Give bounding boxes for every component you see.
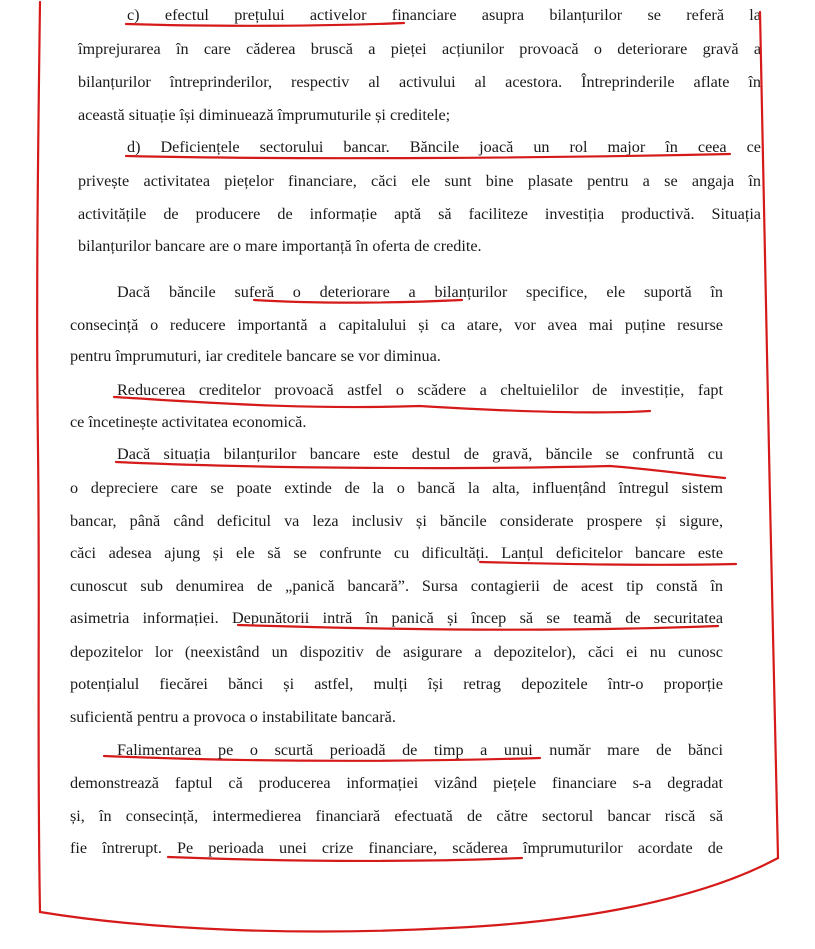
- text-line: fie întrerupt. Pe perioada unei crize financiare, scăderea împrumuturilor acordate de: [70, 839, 723, 857]
- text-line: și, în consecință, intermedierea financiară efectuată de către sectorul bancar riscă să: [70, 807, 723, 825]
- text-line: asimetria informației. Depunătorii intră în panică și încep să se teamă de securitatea: [70, 609, 723, 627]
- text-line: ce încetinește activitatea economică.: [70, 413, 307, 431]
- text-line: căci adesea ajung și ele să se confrunte cu dificultăți. Lanțul deficitelor bancare este: [70, 544, 723, 562]
- text-line: depozitelor lor (neexistând un dispozitiv de asigurare a depozitelor), căci ei nu cunosc: [70, 643, 723, 661]
- text-line: pentru împrumuturi, iar creditele bancare se vor diminua.: [70, 347, 441, 365]
- margin-line-bottom: [40, 858, 778, 931]
- text-line: o depreciere care se poate extinde de la o bancă la alta, influențând întregul sistem: [70, 479, 723, 497]
- text-line: cunoscut sub denumirea de „panică bancară”. Sursa contagierii de acest tip constă în: [70, 577, 723, 595]
- text-line: Falimentarea pe o scurtă perioadă de timp a unui număr mare de bănci: [117, 741, 723, 759]
- text-line: Reducerea creditelor provoacă astfel o scădere a cheltuielilor de investiție, fapt: [117, 381, 723, 399]
- text-line: demonstrează faptul că producerea informației vizând piețele financiare s-a degradat: [70, 774, 723, 792]
- text-line: c) efectul prețului activelor financiare asupra bilanțurilor se referă la: [127, 6, 761, 24]
- text-line: bilanțurilor bancare are o mare importanță în oferta de credite.: [78, 237, 482, 255]
- text-line: Dacă băncile suferă o deteriorare a bilanțurilor specifice, ele suportă în: [117, 283, 723, 301]
- text-line: privește activitatea piețelor financiare, căci ele sunt bine plasate pentru a se angaja în: [78, 172, 761, 190]
- margin-line-left: [37, 2, 40, 912]
- text-line: Dacă situația bilanțurilor bancare este destul de gravă, băncile se confruntă cu: [117, 445, 723, 463]
- margin-line-right: [760, 12, 778, 858]
- text-line: d) Deficiențele sectorului bancar. Băncile joacă un rol major în ceea ce: [127, 138, 761, 156]
- text-line: bancar, până când deficitul va leza inclusiv și băncile considerate prospere și sigure,: [70, 512, 723, 530]
- text-line: această situație își diminuează împrumuturile și creditele;: [78, 106, 451, 124]
- text-line: activitățile de producere de informație aptă să faciliteze investiția productivă. Situația: [78, 205, 761, 223]
- text-line: bilanțurilor întreprinderilor, respectiv al activului al acestora. Întreprinderile aflate în: [78, 73, 761, 91]
- text-line: potențialul fiecărei bănci și astfel, mulți își retrag depozitele într-o proporție: [70, 675, 723, 693]
- text-line: suficientă pentru a provoca o instabilitate bancară.: [70, 708, 396, 726]
- text-line: împrejurarea în care căderea bruscă a pieței acțiunilor provoacă o deteriorare gravă a: [78, 40, 761, 58]
- text-line: consecință o reducere importantă a capitalului și ca atare, vor avea mai puține resurse: [70, 316, 723, 334]
